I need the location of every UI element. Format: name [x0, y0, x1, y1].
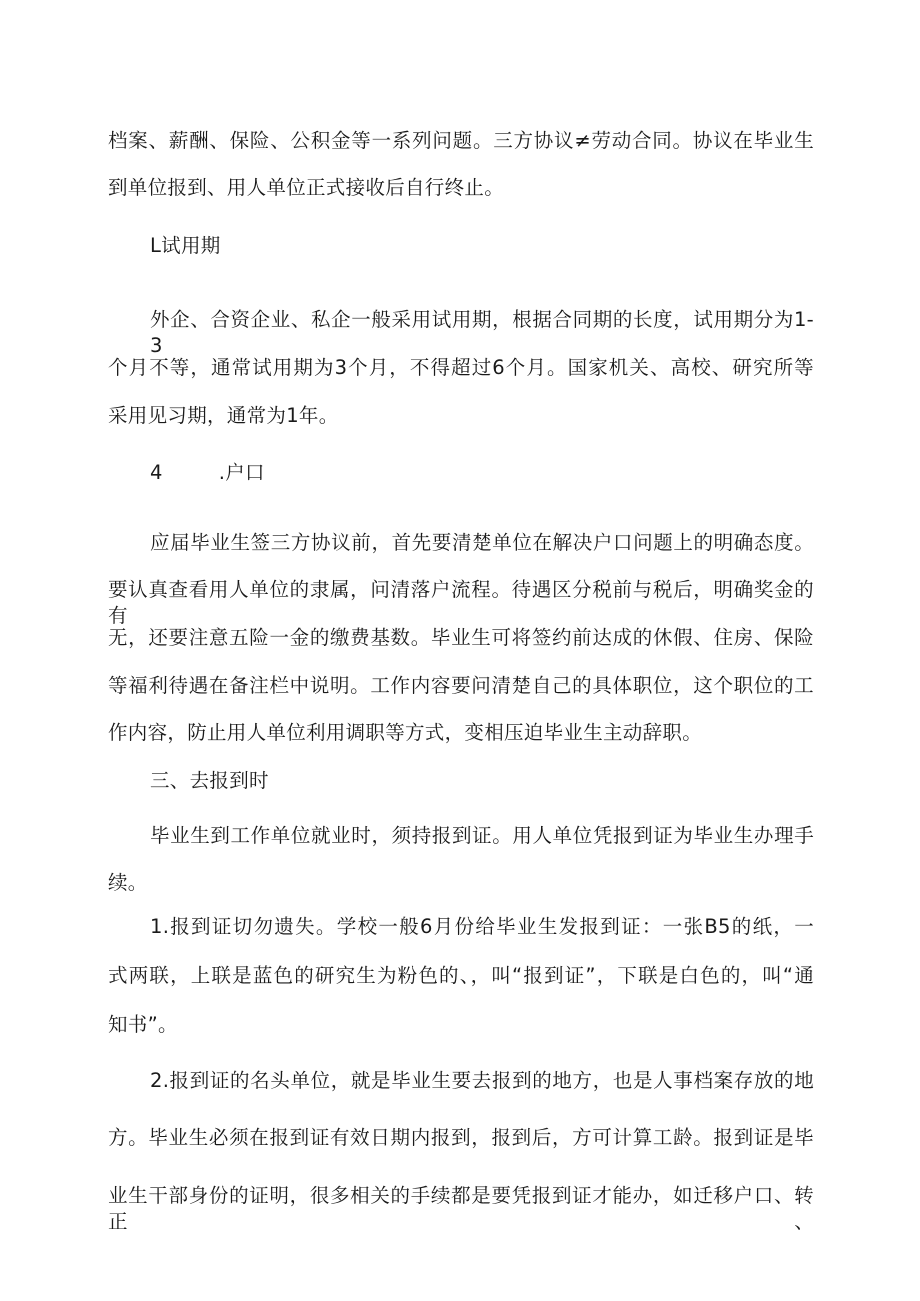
paragraph-line: 外企、合资企业、私企一般采用试用期，根据合同期的长度，试用期分为1-3: [150, 308, 814, 357]
paragraph-line: 档案、薪酬、保险、公积金等一系列问题。三方协议≠劳动合同。协议在毕业生: [108, 129, 814, 152]
paragraph-line: 式两联，上联是蓝色的研究生为粉色的、，叫“报到证”，下联是白色的，叫“通: [108, 964, 814, 987]
heading-trial-period: L试用期: [150, 234, 221, 257]
paragraph-line: 应届毕业生签三方协议前，首先要清楚单位在解决户口问题上的明确态度。: [150, 531, 814, 554]
section-heading: 三、去报到时: [150, 769, 269, 792]
paragraph-line: 个月不等，通常试用期为3个月，不得超过6个月。国家机关、高校、研究所等: [108, 356, 814, 379]
paragraph-line: 作内容，防止用人单位利用调职等方式，变相压迫毕业生主动辞职。: [108, 721, 703, 744]
paragraph-line: 到单位报到、用人单位正式接收后自行终止。: [108, 176, 505, 199]
paragraph-line: 知书”。: [108, 1013, 178, 1036]
paragraph-line: 采用见习期，通常为1年。: [108, 404, 339, 427]
paragraph-line: 毕业生到工作单位就业时，须持报到证。用人单位凭报到证为毕业生办理手: [150, 824, 814, 847]
paragraph-line: 业生干部身份的证明，很多相关的手续都是要凭报到证才能办，如迁移户口、转正、: [108, 1184, 814, 1233]
paragraph-line: 续。: [108, 871, 148, 894]
paragraph-line: 方。毕业生必须在报到证有效日期内报到，报到后，方可计算工龄。报到证是毕: [108, 1126, 814, 1149]
heading-label: .户口: [218, 461, 265, 484]
paragraph-line: 要认真查看用人单位的隶属，问清落户流程。待遇区分税前与税后，明确奖金的有: [108, 578, 814, 627]
heading-hukou: [150, 460, 265, 486]
paragraph-line: 1.报到证切勿遗失。学校一般6月份给毕业生发报到证：一张B5的纸，一: [150, 915, 814, 938]
paragraph-line: 无，还要注意五险一金的缴费基数。毕业生可将签约前达成的休假、住房、保险: [108, 626, 814, 649]
paragraph-line: 2.报到证的名头单位，就是毕业生要去报到的地方，也是人事档案存放的地: [150, 1069, 814, 1092]
paragraph-line: 等福利待遇在备注栏中说明。工作内容要问清楚自己的具体职位，这个职位的工: [108, 674, 814, 697]
heading-number: 4: [150, 461, 163, 484]
